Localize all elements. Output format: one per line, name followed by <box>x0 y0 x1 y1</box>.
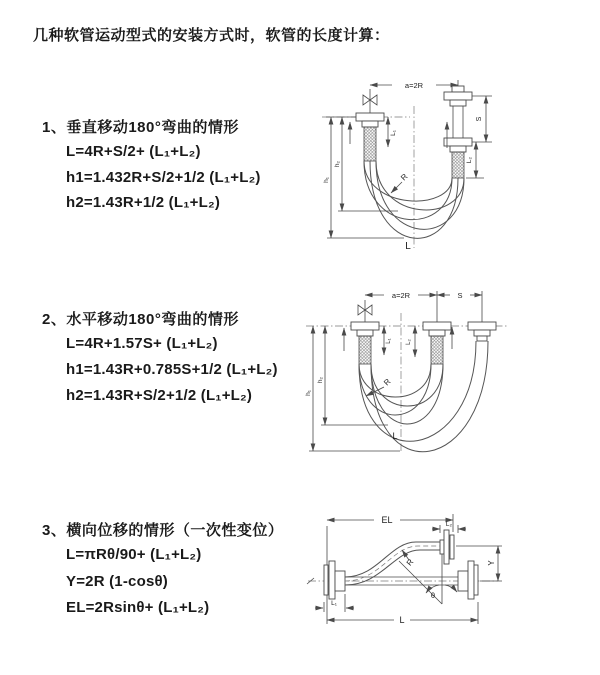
section-2-formula-h2: h2=1.43R+S/2+1/2 (L₁+L₂) <box>66 387 253 404</box>
left-pipe-flange <box>356 113 384 161</box>
section-3-formula-EL: EL=2Rsinθ+ (L₁+L₂) <box>66 599 210 616</box>
dim-label-l1: L₁ <box>386 338 392 344</box>
section-1-heading: 1、垂直移动180°弯曲的情形 <box>42 119 239 136</box>
hose-curves <box>345 542 440 585</box>
braided-hose-section <box>359 336 371 364</box>
section-3-formula-L: L=πRθ/90+ (L₁+L₂) <box>66 546 202 563</box>
right-flange <box>458 561 478 599</box>
dim-label-l: L <box>399 615 405 625</box>
dim-label-l2: L₂ <box>466 156 473 164</box>
dim-label-h1: h₁ <box>323 177 330 183</box>
section-2-formula-h1: h1=1.43R+0.785S+1/2 (L₁+L₂) <box>66 361 278 378</box>
section-2-formula-L: L=4R+1.57S+ (L₁+L₂) <box>66 335 218 352</box>
section-1-formula-h1: h1=1.432R+S/2+1/2 (L₁+L₂) <box>66 169 261 186</box>
right-pipe-flange <box>468 322 496 341</box>
section-3-formula-Y: Y=2R (1-cosθ) <box>66 573 168 590</box>
braided-hose-section <box>431 336 443 364</box>
section-1-formula-h2: h2=1.43R+1/2 (L₁+L₂) <box>66 194 221 211</box>
braided-hose-section <box>364 127 376 161</box>
hose-curves <box>359 341 488 452</box>
diagram-lateral-displacement <box>296 502 600 644</box>
left-pipe-flange <box>351 322 379 364</box>
diagram-horizontal-180-bend <box>300 283 600 461</box>
dim-label-l2: L₂ <box>445 521 453 528</box>
dim-label-a2r: a=2R <box>391 291 411 300</box>
dim-label-h2: h₂ <box>334 160 341 168</box>
dim-label-r: R <box>399 172 410 183</box>
dim-label-s: S <box>476 116 483 122</box>
section-2-heading: 2、水平移动180°弯曲的情形 <box>42 311 239 328</box>
dim-label-r: R <box>404 557 416 568</box>
dim-label-s: S <box>457 291 463 300</box>
dim-label-l2: L₂ <box>406 339 412 345</box>
angle-arc-right <box>445 585 457 592</box>
right-pipe-flange-upper <box>444 86 472 138</box>
left-flange <box>324 561 345 599</box>
dim-label-el: EL <box>381 515 393 525</box>
dim-label-y: Y <box>487 560 496 566</box>
dim-label-l: L <box>392 431 398 441</box>
dim-label-l1: L₁ <box>390 130 397 136</box>
dim-label-theta: θ <box>430 591 436 600</box>
dim-label-l: L <box>405 241 411 252</box>
section-3-heading: 3、横向位移的情形（一次性变位） <box>42 522 284 539</box>
dim-label-r: R <box>382 377 393 388</box>
braided-hose-section <box>452 152 464 178</box>
dim-label-l1: L₁ <box>331 600 337 607</box>
dim-label-a2r: a=2R <box>404 81 424 90</box>
dim-label-h1: h₁ <box>305 390 312 396</box>
middle-pipe-flange <box>423 322 451 364</box>
dim-label-h2: h₂ <box>317 376 324 384</box>
angle-radius-line <box>399 561 442 604</box>
diagram-vertical-180-bend <box>318 72 498 254</box>
page-title: 几种软管运动型式的安装方式时，软管的长度计算： <box>33 27 390 44</box>
section-1-formula-L: L=4R+S/2+ (L₁+L₂) <box>66 143 201 160</box>
